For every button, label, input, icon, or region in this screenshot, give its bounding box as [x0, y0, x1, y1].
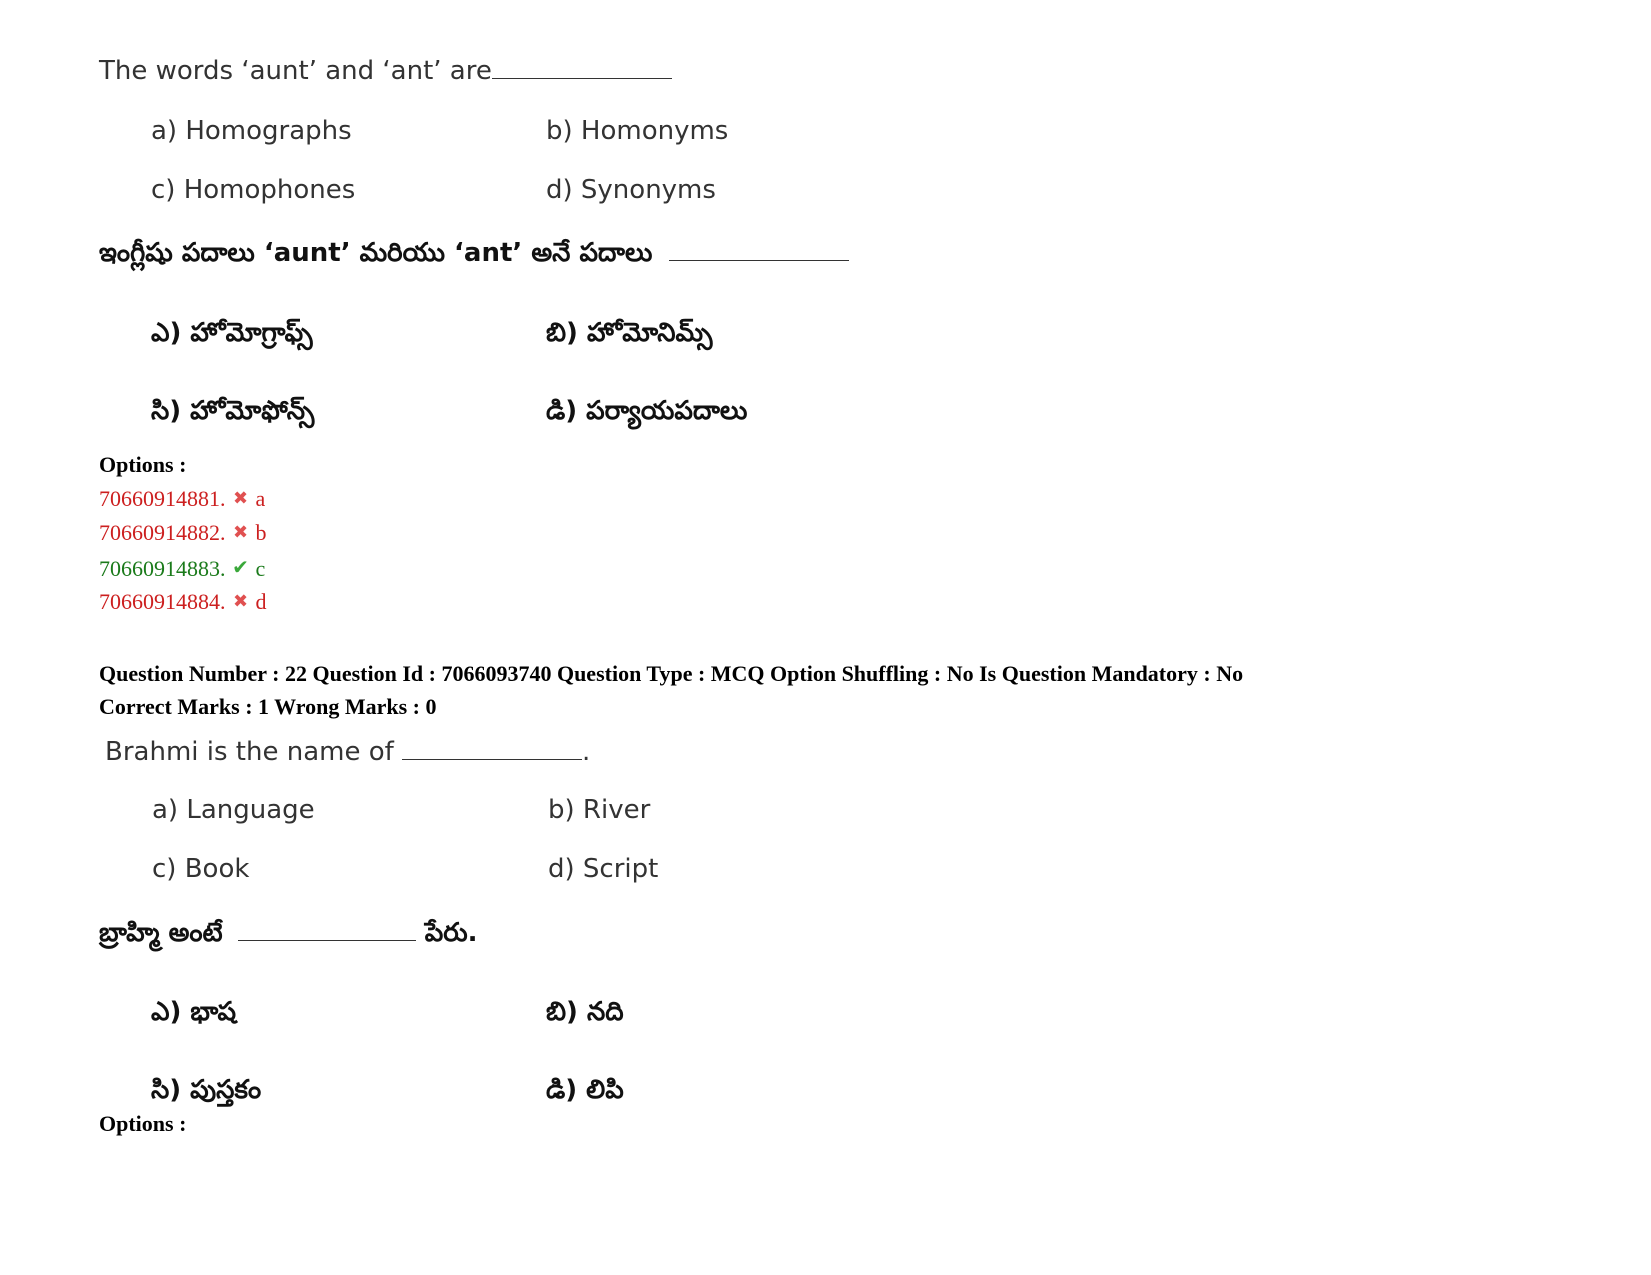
q22-telugu-question-end: పేరు. [424, 918, 478, 948]
answer-row-a [99, 486, 265, 512]
q21-question-text: The words ‘aunt’ and ‘ant’ are [99, 56, 492, 86]
q22-meta-line1: Question Number : 22 Question Id : 7066093740 Question Type : MCQ Option Shuffling : No Is Question Mandatory : No [99, 661, 1244, 686]
q22-options-label: Options : [99, 1111, 187, 1136]
q22-option-b-en: b) River [548, 795, 651, 825]
answer-letter: d [255, 589, 267, 614]
check-icon: ✔ [232, 557, 249, 579]
answer-id: 70660914882. [99, 520, 226, 545]
answer-blank [492, 56, 672, 79]
q22-option-a-en: a) Language [152, 795, 315, 825]
answer-id: 70660914881. [99, 486, 226, 511]
q22-question-text: Brahmi is the name of [105, 737, 394, 767]
answer-blank [669, 238, 849, 261]
q22-option-b-te: బి) నది [546, 997, 624, 1027]
q21-option-a-en: a) Homographs [151, 116, 352, 146]
q21-telugu-question-text: ఇంగ్లీషు పదాలు ‘aunt’ మరియు ‘ant’ అనే పదాలు [99, 238, 653, 268]
cross-icon: ✖ [232, 488, 249, 508]
answer-blank [238, 918, 416, 941]
q22-telugu-question-text: బ్రాహ్మి అంటే [99, 918, 223, 948]
q21-option-d-te: డి) పర్యాయపదాలు [546, 396, 748, 426]
q22-question-end: . [582, 737, 591, 767]
q22-option-c-en: c) Book [152, 854, 250, 884]
answer-row-b [99, 520, 267, 546]
answer-row-c [99, 555, 265, 582]
q22-english-question [105, 737, 590, 767]
cross-icon: ✖ [232, 522, 249, 542]
q21-telugu-question [99, 238, 849, 274]
answer-letter: b [255, 520, 267, 545]
answer-row-d [99, 589, 267, 615]
q22-option-d-en: d) Script [548, 854, 659, 884]
answer-id: 70660914883. [99, 556, 226, 581]
q21-option-d-en: d) Synonyms [546, 175, 716, 205]
answer-letter: a [255, 486, 266, 511]
q21-option-b-en: b) Homonyms [546, 116, 729, 146]
q21-option-c-en: c) Homophones [151, 175, 356, 205]
q21-option-a-te: ఎ) హోమోగ్రాఫ్స్ [151, 318, 313, 348]
answer-blank [402, 737, 582, 760]
answer-letter: c [255, 556, 266, 581]
q21-options-label: Options : [99, 452, 187, 477]
q21-option-b-te: బి) హోమోనిమ్స్ [546, 318, 713, 348]
q22-option-a-te: ఎ) భాష [151, 997, 237, 1027]
q22-option-c-te: సి) పుస్తకం [151, 1075, 262, 1105]
q22-meta-line2: Correct Marks : 1 Wrong Marks : 0 [99, 694, 437, 719]
q22-telugu-question [99, 918, 478, 954]
answer-id: 70660914884. [99, 589, 226, 614]
q21-option-c-te: సి) హోమోఫోన్స్ [151, 396, 315, 426]
q22-option-d-te: డి) లిపి [546, 1075, 624, 1105]
q21-english-question [99, 56, 672, 86]
cross-icon: ✖ [232, 591, 249, 611]
